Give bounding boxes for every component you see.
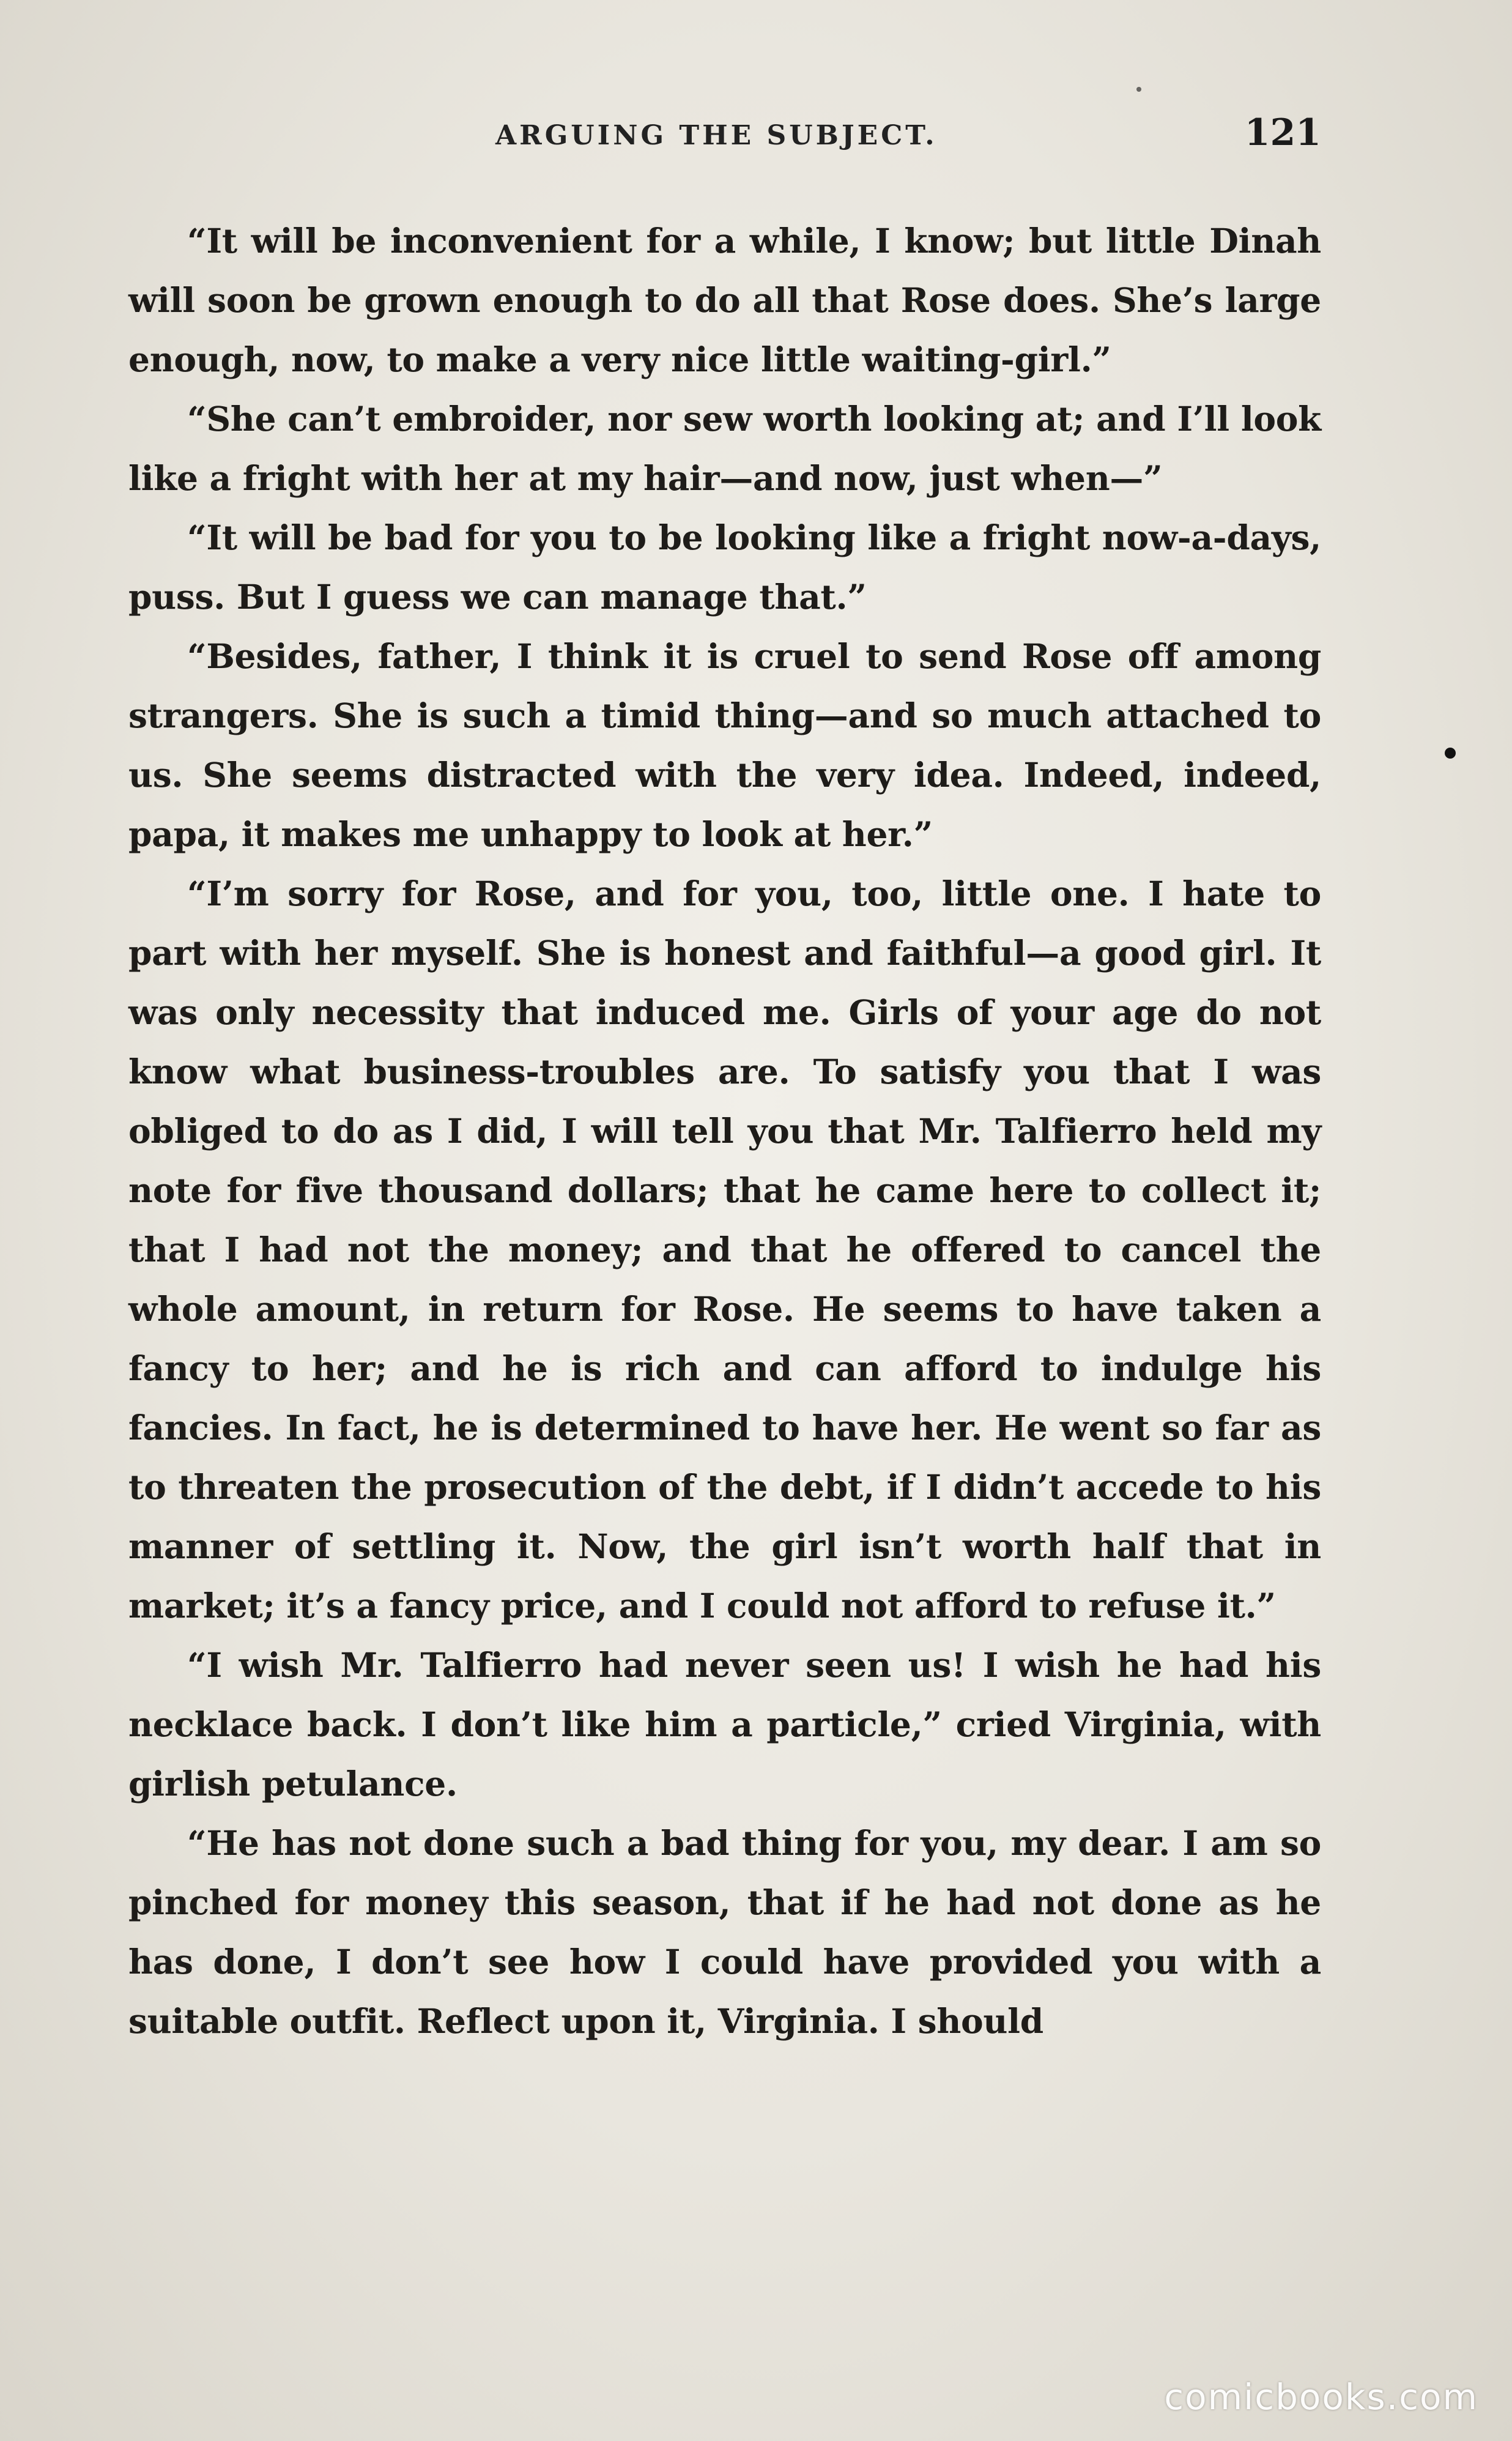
body-text xyxy=(128,211,1321,2051)
running-head: ARGUING THE SUBJECT. xyxy=(495,120,938,151)
paragraph: “He has not done such a bad thing for you, my dear. I am so pinched for money this season, that if he had not done as he has done, I don’t see how I could have provided you with a suitable outfit. Reflect upon it, Virginia. I should xyxy=(128,1823,1321,2041)
paragraph: “It will be bad for you to be looking like a fright now-a-days, puss. But I guess we can manage that.” xyxy=(128,518,1321,617)
paragraph: “I’m sorry for Rose, and for you, too, little one. I hate to part with her myself. She is honest and faithful—a good girl. It was only necessity that induced me. Girls of your age do not know what business-troubles are. To satisfy you that I was obliged to do as I did, I will tell you that Mr. Talfierro held my note for five thousand dollars; that he came here to collect it; that I had not the money; and that he offered to cancel the whole amount, in return for Rose. He seems to have taken a fancy to her; and he is rich and can afford to indulge his fancies. In fact, he is determined to have her. He went so far as to threaten the prosecution of the debt, if I didn’t accede to his manner of settling it. Now, the girl isn’t worth half that in market; it’s a fancy price, and I could not afford to refuse it.” xyxy=(128,874,1321,1625)
ink-speck xyxy=(1445,748,1456,759)
watermark: comicbooks.com xyxy=(1164,2376,1478,2418)
page-number: 121 xyxy=(1244,111,1321,154)
page-header xyxy=(128,109,1321,164)
paragraph: “It will be inconvenient for a while, I know; but little Dinah will soon be grown enough to do all that Rose does. She’s large enough, now, to make a very nice little waiting-girl.” xyxy=(128,221,1321,379)
paragraph: “She can’t embroider, nor sew worth looking at; and I’ll look like a fright with her at my hair—and now, just when—” xyxy=(128,399,1321,498)
paragraph: “Besides, father, I think it is cruel to send Rose off among strangers. She is such a timid thing—and so much attached to us. She seems distracted with the very idea. Indeed, indeed, papa, it makes me unhappy to look at her.” xyxy=(128,636,1321,854)
ink-speck xyxy=(1136,87,1141,92)
paragraph: “I wish Mr. Talfierro had never seen us! I wish he had his necklace back. I don’t like him a particle,” cried Virginia, with girlish petulance. xyxy=(128,1645,1321,1804)
